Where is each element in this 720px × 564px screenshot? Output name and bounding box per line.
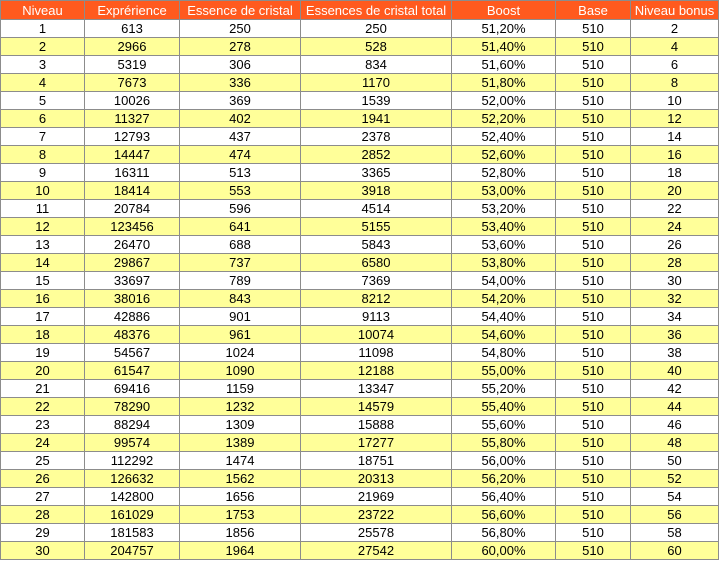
cell-niveau-bonus: 58 (631, 524, 719, 542)
cell-base: 510 (556, 344, 631, 362)
cell-niveau: 27 (1, 488, 85, 506)
cell-boost: 53,00% (452, 182, 556, 200)
cell-essences-de-cristal-total: 1539 (301, 92, 452, 110)
cell-essence-de-cristal: 1090 (180, 362, 301, 380)
header-base: Base (556, 1, 631, 20)
table-row (1, 20, 719, 38)
cell-experience: 16311 (85, 164, 180, 182)
cell-base: 510 (556, 398, 631, 416)
cell-niveau-bonus: 34 (631, 308, 719, 326)
cell-essences-de-cristal-total: 9113 (301, 308, 452, 326)
cell-niveau-bonus: 54 (631, 488, 719, 506)
cell-niveau-bonus: 42 (631, 380, 719, 398)
header-essence-de-cristal: Essence de cristal (180, 1, 301, 20)
table-row (1, 308, 719, 326)
cell-base: 510 (556, 290, 631, 308)
cell-niveau-bonus: 24 (631, 218, 719, 236)
table-body (1, 20, 719, 560)
cell-niveau-bonus: 30 (631, 272, 719, 290)
cell-experience: 7673 (85, 74, 180, 92)
cell-experience: 88294 (85, 416, 180, 434)
cell-boost: 51,20% (452, 20, 556, 38)
cell-boost: 54,20% (452, 290, 556, 308)
cell-experience: 61547 (85, 362, 180, 380)
table-row (1, 470, 719, 488)
cell-niveau-bonus: 14 (631, 128, 719, 146)
cell-boost: 52,60% (452, 146, 556, 164)
cell-niveau-bonus: 26 (631, 236, 719, 254)
cell-niveau: 12 (1, 218, 85, 236)
cell-experience: 29867 (85, 254, 180, 272)
cell-boost: 55,40% (452, 398, 556, 416)
cell-niveau-bonus: 4 (631, 38, 719, 56)
cell-experience: 112292 (85, 452, 180, 470)
cell-essences-de-cristal-total: 3365 (301, 164, 452, 182)
cell-experience: 33697 (85, 272, 180, 290)
cell-boost: 56,20% (452, 470, 556, 488)
cell-essence-de-cristal: 278 (180, 38, 301, 56)
header-essences-de-cristal-total: Essences de cristal total (301, 1, 452, 20)
cell-essence-de-cristal: 1964 (180, 542, 301, 560)
cell-essences-de-cristal-total: 4514 (301, 200, 452, 218)
cell-experience: 26470 (85, 236, 180, 254)
cell-essences-de-cristal-total: 2378 (301, 128, 452, 146)
cell-niveau-bonus: 10 (631, 92, 719, 110)
header-experience: Exprérience (85, 1, 180, 20)
cell-base: 510 (556, 488, 631, 506)
cell-niveau: 13 (1, 236, 85, 254)
cell-niveau: 11 (1, 200, 85, 218)
cell-essences-de-cristal-total: 6580 (301, 254, 452, 272)
cell-niveau-bonus: 40 (631, 362, 719, 380)
cell-base: 510 (556, 524, 631, 542)
cell-base: 510 (556, 272, 631, 290)
cell-boost: 56,40% (452, 488, 556, 506)
table-row (1, 38, 719, 56)
cell-essences-de-cristal-total: 528 (301, 38, 452, 56)
cell-boost: 53,20% (452, 200, 556, 218)
cell-boost: 51,80% (452, 74, 556, 92)
cell-essence-de-cristal: 961 (180, 326, 301, 344)
cell-experience: 613 (85, 20, 180, 38)
header-row (1, 1, 719, 20)
cell-boost: 56,80% (452, 524, 556, 542)
cell-base: 510 (556, 434, 631, 452)
cell-essence-de-cristal: 596 (180, 200, 301, 218)
cell-base: 510 (556, 164, 631, 182)
cell-niveau-bonus: 32 (631, 290, 719, 308)
cell-base: 510 (556, 362, 631, 380)
cell-boost: 55,80% (452, 434, 556, 452)
cell-experience: 99574 (85, 434, 180, 452)
cell-essence-de-cristal: 250 (180, 20, 301, 38)
cell-boost: 52,00% (452, 92, 556, 110)
cell-niveau: 24 (1, 434, 85, 452)
table-row (1, 452, 719, 470)
cell-base: 510 (556, 218, 631, 236)
cell-niveau-bonus: 6 (631, 56, 719, 74)
cell-base: 510 (556, 236, 631, 254)
cell-experience: 123456 (85, 218, 180, 236)
table-row (1, 524, 719, 542)
cell-experience: 142800 (85, 488, 180, 506)
cell-essences-de-cristal-total: 20313 (301, 470, 452, 488)
cell-experience: 161029 (85, 506, 180, 524)
cell-essence-de-cristal: 1753 (180, 506, 301, 524)
table-row (1, 254, 719, 272)
cell-niveau-bonus: 36 (631, 326, 719, 344)
cell-niveau: 4 (1, 74, 85, 92)
cell-essence-de-cristal: 1656 (180, 488, 301, 506)
cell-base: 510 (556, 506, 631, 524)
cell-experience: 126632 (85, 470, 180, 488)
cell-essences-de-cristal-total: 21969 (301, 488, 452, 506)
cell-experience: 204757 (85, 542, 180, 560)
cell-essences-de-cristal-total: 18751 (301, 452, 452, 470)
cell-boost: 55,60% (452, 416, 556, 434)
cell-boost: 52,20% (452, 110, 556, 128)
cell-boost: 53,80% (452, 254, 556, 272)
cell-experience: 42886 (85, 308, 180, 326)
cell-niveau-bonus: 22 (631, 200, 719, 218)
cell-niveau-bonus: 60 (631, 542, 719, 560)
cell-essence-de-cristal: 553 (180, 182, 301, 200)
cell-boost: 54,60% (452, 326, 556, 344)
table-row (1, 272, 719, 290)
cell-essences-de-cristal-total: 23722 (301, 506, 452, 524)
cell-niveau: 8 (1, 146, 85, 164)
cell-niveau: 25 (1, 452, 85, 470)
cell-essence-de-cristal: 402 (180, 110, 301, 128)
table-row (1, 92, 719, 110)
cell-essences-de-cristal-total: 12188 (301, 362, 452, 380)
cell-essences-de-cristal-total: 250 (301, 20, 452, 38)
cell-niveau: 14 (1, 254, 85, 272)
cell-base: 510 (556, 182, 631, 200)
cell-essences-de-cristal-total: 7369 (301, 272, 452, 290)
cell-essence-de-cristal: 843 (180, 290, 301, 308)
cell-niveau: 18 (1, 326, 85, 344)
cell-boost: 51,60% (452, 56, 556, 74)
cell-essences-de-cristal-total: 1941 (301, 110, 452, 128)
cell-experience: 10026 (85, 92, 180, 110)
cell-niveau-bonus: 52 (631, 470, 719, 488)
cell-experience: 181583 (85, 524, 180, 542)
table-row (1, 218, 719, 236)
cell-niveau: 21 (1, 380, 85, 398)
cell-boost: 56,00% (452, 452, 556, 470)
cell-niveau: 9 (1, 164, 85, 182)
cell-base: 510 (556, 146, 631, 164)
cell-niveau: 20 (1, 362, 85, 380)
cell-niveau-bonus: 56 (631, 506, 719, 524)
cell-base: 510 (556, 308, 631, 326)
table-row (1, 200, 719, 218)
table-row (1, 326, 719, 344)
cell-essence-de-cristal: 1562 (180, 470, 301, 488)
cell-base: 510 (556, 92, 631, 110)
table-row (1, 56, 719, 74)
cell-essences-de-cristal-total: 10074 (301, 326, 452, 344)
cell-base: 510 (556, 452, 631, 470)
cell-essence-de-cristal: 474 (180, 146, 301, 164)
table-row (1, 182, 719, 200)
cell-essence-de-cristal: 688 (180, 236, 301, 254)
cell-essence-de-cristal: 1474 (180, 452, 301, 470)
cell-niveau: 23 (1, 416, 85, 434)
cell-essence-de-cristal: 1309 (180, 416, 301, 434)
table-row (1, 362, 719, 380)
cell-essence-de-cristal: 1024 (180, 344, 301, 362)
cell-boost: 51,40% (452, 38, 556, 56)
cell-base: 510 (556, 74, 631, 92)
cell-niveau: 5 (1, 92, 85, 110)
cell-experience: 2966 (85, 38, 180, 56)
cell-niveau: 28 (1, 506, 85, 524)
cell-base: 510 (556, 542, 631, 560)
cell-niveau: 2 (1, 38, 85, 56)
table-row (1, 398, 719, 416)
cell-niveau-bonus: 44 (631, 398, 719, 416)
cell-boost: 52,40% (452, 128, 556, 146)
cell-base: 510 (556, 56, 631, 74)
cell-niveau-bonus: 8 (631, 74, 719, 92)
cell-base: 510 (556, 254, 631, 272)
header-niveau: Niveau (1, 1, 85, 20)
cell-essences-de-cristal-total: 17277 (301, 434, 452, 452)
table-row (1, 380, 719, 398)
cell-essence-de-cristal: 306 (180, 56, 301, 74)
cell-essence-de-cristal: 1232 (180, 398, 301, 416)
cell-essences-de-cristal-total: 8212 (301, 290, 452, 308)
cell-essences-de-cristal-total: 834 (301, 56, 452, 74)
cell-experience: 18414 (85, 182, 180, 200)
cell-niveau: 1 (1, 20, 85, 38)
header-boost: Boost (452, 1, 556, 20)
cell-niveau: 17 (1, 308, 85, 326)
cell-boost: 54,40% (452, 308, 556, 326)
cell-essences-de-cristal-total: 1170 (301, 74, 452, 92)
cell-experience: 11327 (85, 110, 180, 128)
cell-niveau-bonus: 20 (631, 182, 719, 200)
cell-experience: 14447 (85, 146, 180, 164)
cell-niveau-bonus: 28 (631, 254, 719, 272)
cell-niveau-bonus: 48 (631, 434, 719, 452)
cell-experience: 12793 (85, 128, 180, 146)
cell-essences-de-cristal-total: 3918 (301, 182, 452, 200)
cell-boost: 55,20% (452, 380, 556, 398)
cell-essences-de-cristal-total: 27542 (301, 542, 452, 560)
cell-niveau: 26 (1, 470, 85, 488)
cell-niveau: 30 (1, 542, 85, 560)
table-row (1, 488, 719, 506)
cell-essence-de-cristal: 1389 (180, 434, 301, 452)
cell-base: 510 (556, 380, 631, 398)
cell-niveau: 19 (1, 344, 85, 362)
cell-essence-de-cristal: 1856 (180, 524, 301, 542)
cell-essences-de-cristal-total: 15888 (301, 416, 452, 434)
cell-base: 510 (556, 38, 631, 56)
cell-base: 510 (556, 200, 631, 218)
cell-niveau-bonus: 38 (631, 344, 719, 362)
cell-experience: 5319 (85, 56, 180, 74)
cell-niveau-bonus: 50 (631, 452, 719, 470)
cell-essences-de-cristal-total: 14579 (301, 398, 452, 416)
cell-experience: 38016 (85, 290, 180, 308)
cell-experience: 54567 (85, 344, 180, 362)
cell-niveau: 22 (1, 398, 85, 416)
cell-essences-de-cristal-total: 5155 (301, 218, 452, 236)
cell-base: 510 (556, 326, 631, 344)
cell-boost: 54,80% (452, 344, 556, 362)
table-row (1, 344, 719, 362)
cell-essences-de-cristal-total: 2852 (301, 146, 452, 164)
cell-niveau-bonus: 12 (631, 110, 719, 128)
cell-niveau-bonus: 46 (631, 416, 719, 434)
cell-essences-de-cristal-total: 25578 (301, 524, 452, 542)
cell-base: 510 (556, 20, 631, 38)
cell-base: 510 (556, 470, 631, 488)
cell-niveau: 15 (1, 272, 85, 290)
header-niveau-bonus: Niveau bonus (631, 1, 719, 20)
cell-experience: 78290 (85, 398, 180, 416)
cell-essence-de-cristal: 369 (180, 92, 301, 110)
cell-niveau: 29 (1, 524, 85, 542)
cell-essence-de-cristal: 737 (180, 254, 301, 272)
table-row (1, 164, 719, 182)
cell-essence-de-cristal: 641 (180, 218, 301, 236)
cell-experience: 48376 (85, 326, 180, 344)
cell-niveau: 10 (1, 182, 85, 200)
cell-niveau-bonus: 2 (631, 20, 719, 38)
cell-boost: 60,00% (452, 542, 556, 560)
cell-base: 510 (556, 128, 631, 146)
cell-essence-de-cristal: 513 (180, 164, 301, 182)
table-row (1, 128, 719, 146)
cell-essence-de-cristal: 1159 (180, 380, 301, 398)
cell-boost: 53,60% (452, 236, 556, 254)
table-row (1, 74, 719, 92)
cell-niveau-bonus: 18 (631, 164, 719, 182)
cell-niveau-bonus: 16 (631, 146, 719, 164)
table-row (1, 236, 719, 254)
cell-essences-de-cristal-total: 11098 (301, 344, 452, 362)
cell-essences-de-cristal-total: 13347 (301, 380, 452, 398)
cell-experience: 69416 (85, 380, 180, 398)
table-row (1, 506, 719, 524)
table-row (1, 434, 719, 452)
table-row (1, 290, 719, 308)
cell-essence-de-cristal: 789 (180, 272, 301, 290)
cell-boost: 56,60% (452, 506, 556, 524)
cell-boost: 55,00% (452, 362, 556, 380)
cell-boost: 52,80% (452, 164, 556, 182)
table-row (1, 146, 719, 164)
cell-niveau: 16 (1, 290, 85, 308)
cell-essences-de-cristal-total: 5843 (301, 236, 452, 254)
cell-essence-de-cristal: 336 (180, 74, 301, 92)
cell-boost: 54,00% (452, 272, 556, 290)
table-row (1, 416, 719, 434)
cell-base: 510 (556, 110, 631, 128)
cell-essence-de-cristal: 437 (180, 128, 301, 146)
cell-niveau: 3 (1, 56, 85, 74)
cell-essence-de-cristal: 901 (180, 308, 301, 326)
cell-experience: 20784 (85, 200, 180, 218)
table-row (1, 542, 719, 560)
cell-niveau: 7 (1, 128, 85, 146)
cell-niveau: 6 (1, 110, 85, 128)
cell-base: 510 (556, 416, 631, 434)
table-row (1, 110, 719, 128)
cell-boost: 53,40% (452, 218, 556, 236)
